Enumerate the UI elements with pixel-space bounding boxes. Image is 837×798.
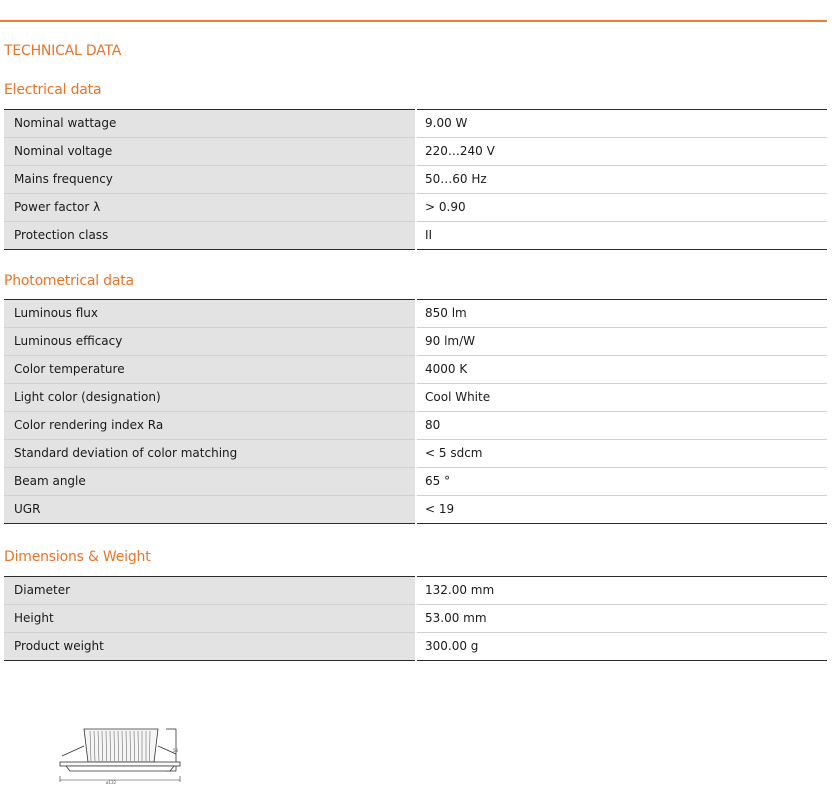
row-value: 80 xyxy=(416,412,827,440)
row-label: Protection class xyxy=(4,222,416,250)
table-row xyxy=(4,110,827,138)
top-accent-rule xyxy=(0,20,827,22)
table-row xyxy=(4,384,827,412)
row-label: Color temperature xyxy=(4,356,416,384)
electrical-data-table xyxy=(4,109,827,250)
row-label: Standard deviation of color matching xyxy=(4,440,416,468)
row-value: 132.00 mm xyxy=(416,577,827,605)
table-row xyxy=(4,468,827,496)
row-label: Luminous flux xyxy=(4,300,416,328)
height-dimension-label: 53 xyxy=(173,748,179,753)
row-label: Nominal wattage xyxy=(4,110,416,138)
row-label: UGR xyxy=(4,496,416,524)
row-label: Nominal voltage xyxy=(4,138,416,166)
section-title-dimensions: Dimensions & Weight xyxy=(4,549,151,565)
table-row xyxy=(4,633,827,661)
table-row xyxy=(4,496,827,524)
row-label: Diameter xyxy=(4,577,416,605)
row-value: 850 lm xyxy=(416,300,827,328)
row-value: > 0.90 xyxy=(416,194,827,222)
row-value: 65 ° xyxy=(416,468,827,496)
product-dimension-drawing xyxy=(40,724,190,790)
row-value: II xyxy=(416,222,827,250)
table-row xyxy=(4,222,827,250)
row-label: Luminous efficacy xyxy=(4,328,416,356)
table-row xyxy=(4,194,827,222)
row-value: 50…60 Hz xyxy=(416,166,827,194)
row-label: Product weight xyxy=(4,633,416,661)
table-row xyxy=(4,412,827,440)
dimensions-data-table xyxy=(4,576,827,661)
row-label: Power factor λ xyxy=(4,194,416,222)
row-label: Color rendering index Ra xyxy=(4,412,416,440)
row-label: Height xyxy=(4,605,416,633)
section-title-photometrical: Photometrical data xyxy=(4,273,134,289)
row-value: 4000 K xyxy=(416,356,827,384)
row-label: Beam angle xyxy=(4,468,416,496)
row-value: < 19 xyxy=(416,496,827,524)
table-row xyxy=(4,440,827,468)
row-value: 220…240 V xyxy=(416,138,827,166)
table-row xyxy=(4,300,827,328)
photometrical-data-table xyxy=(4,299,827,524)
row-value: 300.00 g xyxy=(416,633,827,661)
row-value: < 5 sdcm xyxy=(416,440,827,468)
table-row xyxy=(4,356,827,384)
row-value: 53.00 mm xyxy=(416,605,827,633)
table-row xyxy=(4,138,827,166)
row-value: Cool White xyxy=(416,384,827,412)
document-title: TECHNICAL DATA xyxy=(4,43,122,59)
row-label: Light color (designation) xyxy=(4,384,416,412)
row-value: 9.00 W xyxy=(416,110,827,138)
diameter-dimension-label: ø132 xyxy=(106,780,117,785)
table-row xyxy=(4,605,827,633)
table-row xyxy=(4,328,827,356)
section-title-electrical: Electrical data xyxy=(4,82,102,98)
row-value: 90 lm/W xyxy=(416,328,827,356)
row-label: Mains frequency xyxy=(4,166,416,194)
table-row xyxy=(4,577,827,605)
table-row xyxy=(4,166,827,194)
